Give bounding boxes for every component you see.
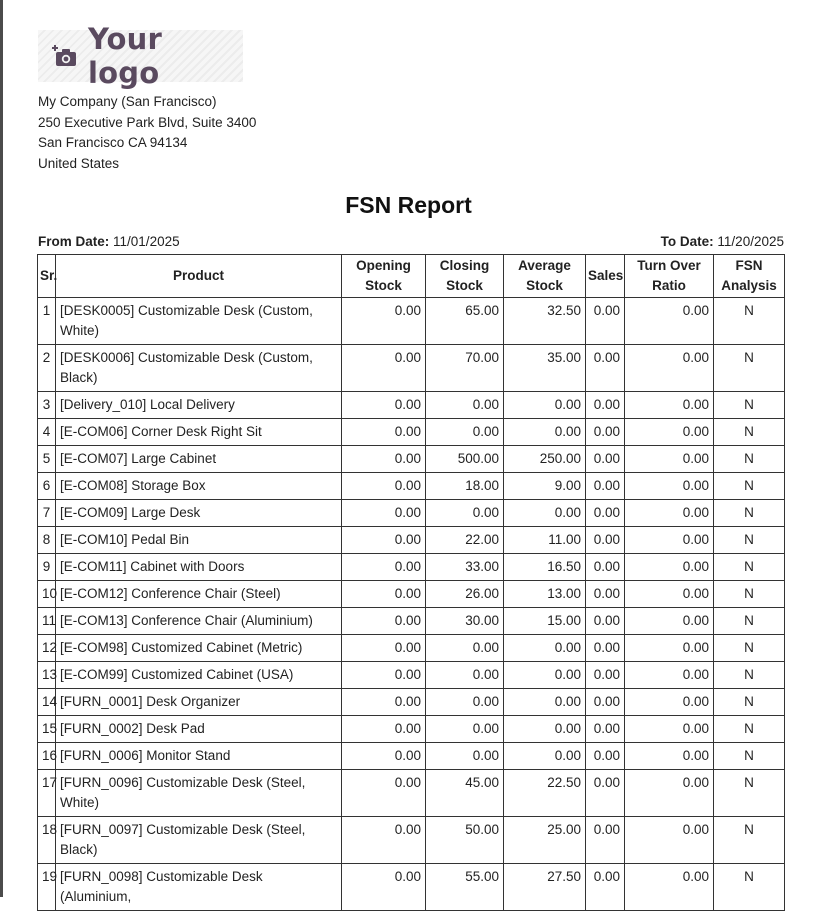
table-row <box>38 345 785 392</box>
cell-closing-stock: 0.00 <box>426 419 504 446</box>
cell-product: [FURN_0002] Desk Pad <box>56 716 342 743</box>
cell-opening-stock: 0.00 <box>342 770 426 817</box>
header-closing-stock <box>426 255 504 298</box>
cell-closing-stock: 22.00 <box>426 527 504 554</box>
cell-sr: 1 <box>38 298 56 345</box>
cell-sales: 0.00 <box>586 743 625 770</box>
cell-sr: 3 <box>38 392 56 419</box>
cell-turnover-ratio: 0.00 <box>625 608 714 635</box>
cell-product: [E-COM13] Conference Chair (Aluminium) <box>56 608 342 635</box>
header-opening-stock <box>342 255 426 298</box>
table-row <box>38 500 785 527</box>
company-street: 250 Executive Park Blvd, Suite 3400 <box>38 114 257 130</box>
cell-sales: 0.00 <box>586 446 625 473</box>
cell-closing-stock: 18.00 <box>426 473 504 500</box>
cell-average-stock: 0.00 <box>504 635 586 662</box>
company-address <box>38 92 256 174</box>
cell-sales: 0.00 <box>586 298 625 345</box>
header-average-line1: Average <box>518 258 571 273</box>
header-average-line2: Stock <box>526 278 563 293</box>
cell-opening-stock: 0.00 <box>342 419 426 446</box>
to-date <box>661 234 784 249</box>
table-row <box>38 473 785 500</box>
cell-average-stock: 27.50 <box>504 864 586 911</box>
cell-opening-stock: 0.00 <box>342 298 426 345</box>
cell-turnover-ratio: 0.00 <box>625 392 714 419</box>
cell-closing-stock: 50.00 <box>426 817 504 864</box>
cell-sr: 2 <box>38 345 56 392</box>
cell-product: [E-COM11] Cabinet with Doors <box>56 554 342 581</box>
cell-opening-stock: 0.00 <box>342 527 426 554</box>
from-date-label: From Date: <box>38 234 110 249</box>
cell-sales: 0.00 <box>586 392 625 419</box>
cell-fsn-analysis: N <box>714 345 785 392</box>
cell-opening-stock: 0.00 <box>342 817 426 864</box>
cell-opening-stock: 0.00 <box>342 608 426 635</box>
header-fsn-line1: FSN <box>735 258 763 273</box>
cell-fsn-analysis: N <box>714 689 785 716</box>
cell-fsn-analysis: N <box>714 716 785 743</box>
table-header-row <box>38 255 785 298</box>
cell-average-stock: 32.50 <box>504 298 586 345</box>
cell-product: [E-COM98] Customized Cabinet (Metric) <box>56 635 342 662</box>
header-turnover-line2: Ratio <box>652 278 686 293</box>
cell-turnover-ratio: 0.00 <box>625 473 714 500</box>
cell-turnover-ratio: 0.00 <box>625 446 714 473</box>
cell-product: [E-COM07] Large Cabinet <box>56 446 342 473</box>
cell-fsn-analysis: N <box>714 608 785 635</box>
cell-closing-stock: 500.00 <box>426 446 504 473</box>
header-average-stock <box>504 255 586 298</box>
company-name: My Company (San Francisco) <box>38 94 217 109</box>
cell-fsn-analysis: N <box>714 298 785 345</box>
cell-product: [FURN_0096] Customizable Desk (Steel, White) <box>56 770 342 817</box>
cell-fsn-analysis: N <box>714 743 785 770</box>
cell-average-stock: 11.00 <box>504 527 586 554</box>
cell-average-stock: 0.00 <box>504 419 586 446</box>
cell-closing-stock: 26.00 <box>426 581 504 608</box>
header-sales: Sales <box>586 255 625 298</box>
cell-sales: 0.00 <box>586 716 625 743</box>
cell-product: [E-COM99] Customized Cabinet (USA) <box>56 662 342 689</box>
cell-sr: 17 <box>38 770 56 817</box>
cell-fsn-analysis: N <box>714 500 785 527</box>
cell-turnover-ratio: 0.00 <box>625 554 714 581</box>
cell-sales: 0.00 <box>586 500 625 527</box>
cell-opening-stock: 0.00 <box>342 689 426 716</box>
cell-closing-stock: 45.00 <box>426 770 504 817</box>
cell-fsn-analysis: N <box>714 864 785 911</box>
cell-average-stock: 16.50 <box>504 554 586 581</box>
cell-sr: 16 <box>38 743 56 770</box>
cell-product: [E-COM12] Conference Chair (Steel) <box>56 581 342 608</box>
fsn-report-table <box>37 254 785 911</box>
cell-sr: 18 <box>38 817 56 864</box>
table-row <box>38 635 785 662</box>
cell-average-stock: 0.00 <box>504 392 586 419</box>
company-city: San Francisco CA 94134 <box>38 135 188 150</box>
cell-opening-stock: 0.00 <box>342 473 426 500</box>
cell-opening-stock: 0.00 <box>342 581 426 608</box>
cell-fsn-analysis: N <box>714 581 785 608</box>
cell-closing-stock: 65.00 <box>426 298 504 345</box>
cell-turnover-ratio: 0.00 <box>625 770 714 817</box>
cell-sr: 4 <box>38 419 56 446</box>
cell-sr: 15 <box>38 716 56 743</box>
cell-closing-stock: 55.00 <box>426 864 504 911</box>
cell-fsn-analysis: N <box>714 817 785 864</box>
cell-sr: 9 <box>38 554 56 581</box>
company-country: United States <box>38 155 120 171</box>
from-date <box>38 234 180 249</box>
cell-average-stock: 9.00 <box>504 473 586 500</box>
header-fsn-line2: Analysis <box>721 278 777 293</box>
cell-average-stock: 0.00 <box>504 743 586 770</box>
cell-product: [E-COM09] Large Desk <box>56 500 342 527</box>
cell-fsn-analysis: N <box>714 392 785 419</box>
cell-product: [E-COM08] Storage Box <box>56 473 342 500</box>
cell-sales: 0.00 <box>586 527 625 554</box>
header-opening-line2: Stock <box>365 278 402 293</box>
cell-fsn-analysis: N <box>714 635 785 662</box>
to-date-label: To Date: <box>660 234 714 249</box>
logo-text: Your logo <box>88 22 163 90</box>
table-row <box>38 689 785 716</box>
cell-closing-stock: 70.00 <box>426 345 504 392</box>
cell-turnover-ratio: 0.00 <box>625 689 714 716</box>
cell-sr: 12 <box>38 635 56 662</box>
cell-sales: 0.00 <box>586 635 625 662</box>
header-fsn-analysis <box>714 255 785 298</box>
cell-sales: 0.00 <box>586 689 625 716</box>
header-sr: Sr. <box>38 255 56 298</box>
cell-product: [E-COM06] Corner Desk Right Sit <box>56 419 342 446</box>
cell-fsn-analysis: N <box>714 662 785 689</box>
cell-fsn-analysis: N <box>714 446 785 473</box>
cell-turnover-ratio: 0.00 <box>625 527 714 554</box>
cell-sr: 14 <box>38 689 56 716</box>
header-opening-line1: Opening <box>356 258 411 273</box>
cell-opening-stock: 0.00 <box>342 554 426 581</box>
page-left-border <box>0 0 3 897</box>
cell-sales: 0.00 <box>586 473 625 500</box>
cell-closing-stock: 0.00 <box>426 716 504 743</box>
cell-opening-stock: 0.00 <box>342 662 426 689</box>
cell-product: [Delivery_010] Local Delivery <box>56 392 342 419</box>
cell-turnover-ratio: 0.00 <box>625 743 714 770</box>
cell-closing-stock: 0.00 <box>426 500 504 527</box>
cell-fsn-analysis: N <box>714 527 785 554</box>
cell-turnover-ratio: 0.00 <box>625 817 714 864</box>
table-row <box>38 770 785 817</box>
cell-opening-stock: 0.00 <box>342 716 426 743</box>
cell-opening-stock: 0.00 <box>342 635 426 662</box>
date-range <box>38 234 784 249</box>
cell-product: [FURN_0006] Monitor Stand <box>56 743 342 770</box>
table-row <box>38 554 785 581</box>
cell-average-stock: 25.00 <box>504 817 586 864</box>
table-row <box>38 817 785 864</box>
cell-turnover-ratio: 0.00 <box>625 716 714 743</box>
cell-product: [FURN_0097] Customizable Desk (Steel, Black) <box>56 817 342 864</box>
cell-turnover-ratio: 0.00 <box>625 298 714 345</box>
cell-closing-stock: 30.00 <box>426 608 504 635</box>
cell-average-stock: 0.00 <box>504 689 586 716</box>
cell-sr: 11 <box>38 608 56 635</box>
table-row <box>38 392 785 419</box>
cell-fsn-analysis: N <box>714 554 785 581</box>
cell-opening-stock: 0.00 <box>342 446 426 473</box>
table-row <box>38 446 785 473</box>
cell-turnover-ratio: 0.00 <box>625 581 714 608</box>
table-row <box>38 608 785 635</box>
cell-product: [DESK0006] Customizable Desk (Custom, Black) <box>56 345 342 392</box>
cell-product: [FURN_0001] Desk Organizer <box>56 689 342 716</box>
cell-sales: 0.00 <box>586 662 625 689</box>
cell-turnover-ratio: 0.00 <box>625 662 714 689</box>
cell-product: [E-COM10] Pedal Bin <box>56 527 342 554</box>
table-row <box>38 527 785 554</box>
cell-sales: 0.00 <box>586 817 625 864</box>
camera-plus-icon <box>52 44 78 68</box>
table-row <box>38 743 785 770</box>
cell-sales: 0.00 <box>586 419 625 446</box>
cell-sales: 0.00 <box>586 864 625 911</box>
cell-average-stock: 22.50 <box>504 770 586 817</box>
cell-opening-stock: 0.00 <box>342 864 426 911</box>
cell-sales: 0.00 <box>586 581 625 608</box>
cell-turnover-ratio: 0.00 <box>625 864 714 911</box>
cell-sales: 0.00 <box>586 554 625 581</box>
cell-opening-stock: 0.00 <box>342 392 426 419</box>
cell-average-stock: 0.00 <box>504 662 586 689</box>
cell-sr: 6 <box>38 473 56 500</box>
cell-sales: 0.00 <box>586 770 625 817</box>
to-date-value: 11/20/2025 <box>717 234 784 249</box>
header-turnover-ratio <box>625 255 714 298</box>
report-title: FSN Report <box>345 192 472 218</box>
cell-turnover-ratio: 0.00 <box>625 345 714 392</box>
cell-sr: 13 <box>38 662 56 689</box>
cell-sr: 19 <box>38 864 56 911</box>
cell-average-stock: 250.00 <box>504 446 586 473</box>
cell-sales: 0.00 <box>586 345 625 392</box>
header-product: Product <box>56 255 342 298</box>
table-row <box>38 864 785 911</box>
cell-average-stock: 0.00 <box>504 500 586 527</box>
cell-opening-stock: 0.00 <box>342 345 426 392</box>
cell-closing-stock: 0.00 <box>426 635 504 662</box>
cell-sr: 5 <box>38 446 56 473</box>
cell-opening-stock: 0.00 <box>342 500 426 527</box>
cell-closing-stock: 33.00 <box>426 554 504 581</box>
cell-average-stock: 13.00 <box>504 581 586 608</box>
table-row <box>38 716 785 743</box>
header-closing-line2: Stock <box>446 278 483 293</box>
table-row <box>38 662 785 689</box>
table-row <box>38 581 785 608</box>
cell-fsn-analysis: N <box>714 770 785 817</box>
cell-sr: 7 <box>38 500 56 527</box>
cell-sales: 0.00 <box>586 608 625 635</box>
cell-product: [DESK0005] Customizable Desk (Custom, White) <box>56 298 342 345</box>
cell-sr: 8 <box>38 527 56 554</box>
cell-closing-stock: 0.00 <box>426 662 504 689</box>
table-row <box>38 298 785 345</box>
cell-average-stock: 15.00 <box>504 608 586 635</box>
cell-product: [FURN_0098] Customizable Desk (Aluminium, <box>56 864 342 911</box>
cell-closing-stock: 0.00 <box>426 689 504 716</box>
cell-closing-stock: 0.00 <box>426 743 504 770</box>
cell-turnover-ratio: 0.00 <box>625 419 714 446</box>
cell-average-stock: 0.00 <box>504 716 586 743</box>
table-row <box>38 419 785 446</box>
cell-fsn-analysis: N <box>714 419 785 446</box>
cell-opening-stock: 0.00 <box>342 743 426 770</box>
from-date-value: 11/01/2025 <box>113 234 180 249</box>
cell-sr: 10 <box>38 581 56 608</box>
cell-closing-stock: 0.00 <box>426 392 504 419</box>
company-logo <box>38 22 243 90</box>
cell-turnover-ratio: 0.00 <box>625 500 714 527</box>
cell-average-stock: 35.00 <box>504 345 586 392</box>
cell-turnover-ratio: 0.00 <box>625 635 714 662</box>
header-closing-line1: Closing <box>439 258 490 273</box>
cell-fsn-analysis: N <box>714 473 785 500</box>
header-turnover-line1: Turn Over <box>637 258 701 273</box>
table-body <box>38 298 785 911</box>
